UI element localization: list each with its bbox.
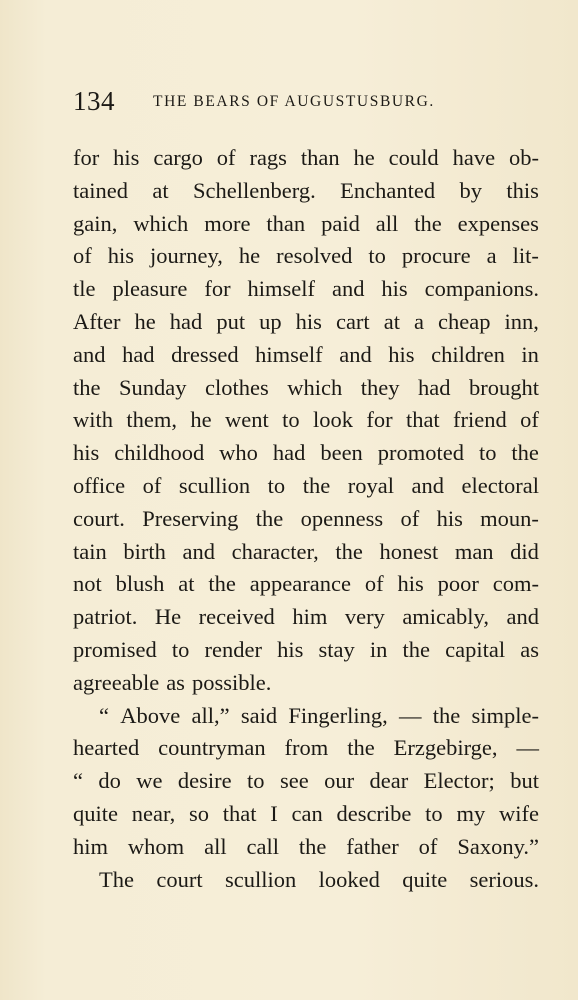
word: amicably, [402, 604, 489, 630]
word: procure [401, 243, 471, 269]
word: possible. [191, 669, 272, 695]
word: of [142, 472, 162, 498]
word: this [506, 177, 539, 203]
word: all,” [191, 702, 230, 728]
word: lit- [512, 243, 539, 269]
text-line [73, 536, 539, 569]
word: hearted [73, 735, 140, 761]
word: Saxony.” [457, 833, 539, 859]
word: friend [453, 407, 507, 433]
text-line [73, 601, 539, 634]
word: the [335, 538, 363, 564]
text-line [73, 372, 539, 405]
word: paid [321, 210, 360, 236]
word: to [478, 440, 497, 466]
text-line [73, 700, 539, 733]
word: he [238, 243, 261, 269]
word: his [113, 145, 140, 170]
word: by [459, 177, 483, 203]
word: pleasure [112, 276, 188, 302]
word: inn, [504, 308, 539, 334]
word: “ [99, 702, 109, 728]
word: in [369, 636, 388, 662]
word: not [73, 571, 102, 597]
word: of [364, 571, 384, 597]
word: tain [73, 538, 107, 564]
word: serious. [469, 866, 539, 892]
word: promoted [377, 440, 464, 466]
word: of [418, 833, 438, 859]
word: them, [126, 407, 177, 433]
word: and [411, 472, 444, 498]
word: near, [131, 800, 176, 826]
word: of [216, 145, 236, 170]
word: but [510, 768, 539, 794]
word: can [291, 800, 323, 826]
word: to [247, 768, 265, 794]
word: his [397, 571, 424, 597]
word: the [298, 833, 327, 859]
word: been [320, 440, 363, 466]
word: office [73, 472, 126, 498]
word: so [188, 800, 209, 826]
word: at [178, 571, 195, 597]
word: to [425, 800, 443, 826]
word: to [368, 243, 386, 269]
word: all [204, 833, 227, 859]
word: honest [379, 538, 439, 564]
word: agreeable [73, 669, 160, 695]
word: simple- [471, 702, 539, 728]
word: have [452, 145, 496, 170]
word: looked [318, 866, 380, 892]
word: with [73, 407, 114, 433]
word: rags [249, 145, 287, 170]
word: childhood [114, 440, 205, 466]
word: quite [73, 800, 118, 826]
word: himself [247, 276, 316, 302]
word: Enchanted [340, 177, 436, 203]
word: his [107, 243, 135, 269]
word: very [344, 604, 385, 630]
word: our [324, 768, 355, 794]
word: cheap [438, 308, 491, 334]
word: his [388, 341, 415, 367]
word: brought [468, 374, 539, 400]
text-line [73, 240, 539, 273]
word: which [133, 210, 189, 236]
word: that [222, 800, 257, 826]
word: his [73, 440, 100, 466]
word: cargo [153, 145, 203, 170]
word: the [208, 571, 236, 597]
word: more [204, 210, 251, 236]
word: Sunday [119, 374, 187, 400]
word: poor [437, 571, 479, 597]
word: character, [231, 538, 319, 564]
word: journey, [150, 243, 223, 269]
word: Fingerling, [288, 702, 388, 728]
word: expenses [457, 210, 539, 236]
text-line [73, 208, 539, 241]
word: companions. [424, 276, 539, 302]
word: gain, [73, 210, 118, 236]
word: — [516, 735, 539, 761]
word: com- [492, 571, 539, 597]
word: they [360, 374, 400, 400]
word: did [510, 538, 539, 564]
page-header [73, 86, 543, 116]
word: at [152, 177, 169, 203]
running-title: THE BEARS OF AUGUSTUSBURG. [153, 93, 435, 110]
word: see [279, 768, 309, 794]
word: the [511, 440, 539, 466]
word: to [267, 472, 286, 498]
word: Elector; [423, 768, 495, 794]
text-line [73, 732, 539, 765]
word: I [270, 800, 278, 826]
word: the [302, 472, 331, 498]
word: my [456, 800, 486, 826]
word: said [240, 702, 278, 728]
word: from [284, 735, 329, 761]
text-line [73, 437, 539, 470]
word: went [224, 407, 269, 433]
page-number: 134 [73, 86, 115, 116]
word: tle [73, 276, 96, 302]
word: capital [445, 636, 506, 662]
text-line [73, 306, 539, 339]
word: look [312, 407, 353, 433]
word: call [246, 833, 279, 859]
word: patriot. [73, 604, 138, 630]
word: render [204, 636, 262, 662]
word: resolved [276, 243, 353, 269]
word: cart [335, 308, 370, 334]
word: his [436, 505, 463, 531]
word: had [417, 374, 451, 400]
word: The [99, 866, 134, 892]
word: than [300, 145, 340, 170]
word: and [506, 604, 539, 630]
body-text [73, 142, 539, 896]
word: him [292, 604, 328, 630]
text-line [73, 273, 539, 306]
word: had [272, 440, 306, 466]
word: for [73, 145, 100, 170]
word: received [198, 604, 275, 630]
word: Erzgebirge, [393, 735, 498, 761]
word: royal [347, 472, 394, 498]
word: do [98, 768, 121, 794]
word: who [219, 440, 258, 466]
word: the [402, 636, 431, 662]
word: of [400, 505, 420, 531]
word: blush [115, 571, 165, 597]
word: the [414, 210, 442, 236]
word: his [277, 636, 304, 662]
word: “ [73, 768, 83, 794]
word: describe [336, 800, 412, 826]
text-line [73, 503, 539, 536]
word: the [432, 702, 461, 728]
word: himself [255, 341, 323, 367]
word: and [73, 341, 106, 367]
word: of [73, 243, 92, 269]
word: He [154, 604, 182, 630]
word: desire [177, 768, 232, 794]
word: he [190, 407, 212, 433]
word: as [520, 636, 539, 662]
word: countryman [158, 735, 266, 761]
word: his [295, 308, 322, 334]
text-line [73, 864, 539, 897]
word: for [366, 407, 393, 433]
word: the [73, 374, 101, 400]
text-line [73, 470, 539, 503]
word: dear [369, 768, 409, 794]
word: children [431, 341, 505, 367]
word: to [282, 407, 300, 433]
word: the [347, 735, 375, 761]
word: had [169, 308, 203, 334]
word: After [73, 308, 121, 334]
word: the [255, 505, 284, 531]
word: which [287, 374, 343, 400]
word: that [405, 407, 440, 433]
word: Above [120, 702, 181, 728]
text-line [73, 765, 539, 798]
word: we [136, 768, 163, 794]
text-line [73, 339, 539, 372]
word: Schellenberg. [193, 177, 316, 203]
word: in [521, 341, 539, 367]
word: he [353, 145, 375, 170]
word: quite [402, 866, 448, 892]
word: could [388, 145, 439, 170]
word: he [134, 308, 156, 334]
text-line [73, 831, 539, 864]
word: scullion [178, 472, 251, 498]
text-line [73, 568, 539, 601]
word: a [413, 308, 424, 334]
word: whom [127, 833, 185, 859]
word: him [73, 833, 109, 859]
word: for [204, 276, 231, 302]
text-line [73, 634, 539, 667]
word: tained [73, 177, 128, 203]
text-line [73, 667, 539, 700]
word: Preserving [142, 505, 239, 531]
word: as [166, 669, 185, 695]
text-line [73, 404, 539, 437]
word: up [259, 308, 282, 334]
word: wife [498, 800, 539, 826]
word: father [346, 833, 399, 859]
word: of [520, 407, 539, 433]
word: put [216, 308, 246, 334]
word: than [266, 210, 306, 236]
word: birth [123, 538, 166, 564]
word: openness [300, 505, 384, 531]
text-line [73, 175, 539, 208]
word: his [381, 276, 408, 302]
word: and [339, 341, 372, 367]
word: ob- [508, 145, 539, 170]
word: clothes [205, 374, 269, 400]
word: and [331, 276, 365, 302]
word: promised [73, 636, 157, 662]
word: to [171, 636, 190, 662]
word: stay [318, 636, 355, 662]
word: court. [73, 505, 125, 531]
text-line [73, 142, 539, 175]
word: court [156, 866, 203, 892]
word: had [122, 341, 155, 367]
word: a [486, 243, 497, 269]
word: electoral [461, 472, 539, 498]
word: appearance [249, 571, 351, 597]
word: at [383, 308, 400, 334]
word: moun- [480, 505, 539, 531]
text-line [73, 798, 539, 831]
word: dressed [171, 341, 239, 367]
word: all [375, 210, 399, 236]
word: and [182, 538, 215, 564]
word: scullion [224, 866, 297, 892]
word: — [398, 702, 422, 728]
word: man [454, 538, 494, 564]
